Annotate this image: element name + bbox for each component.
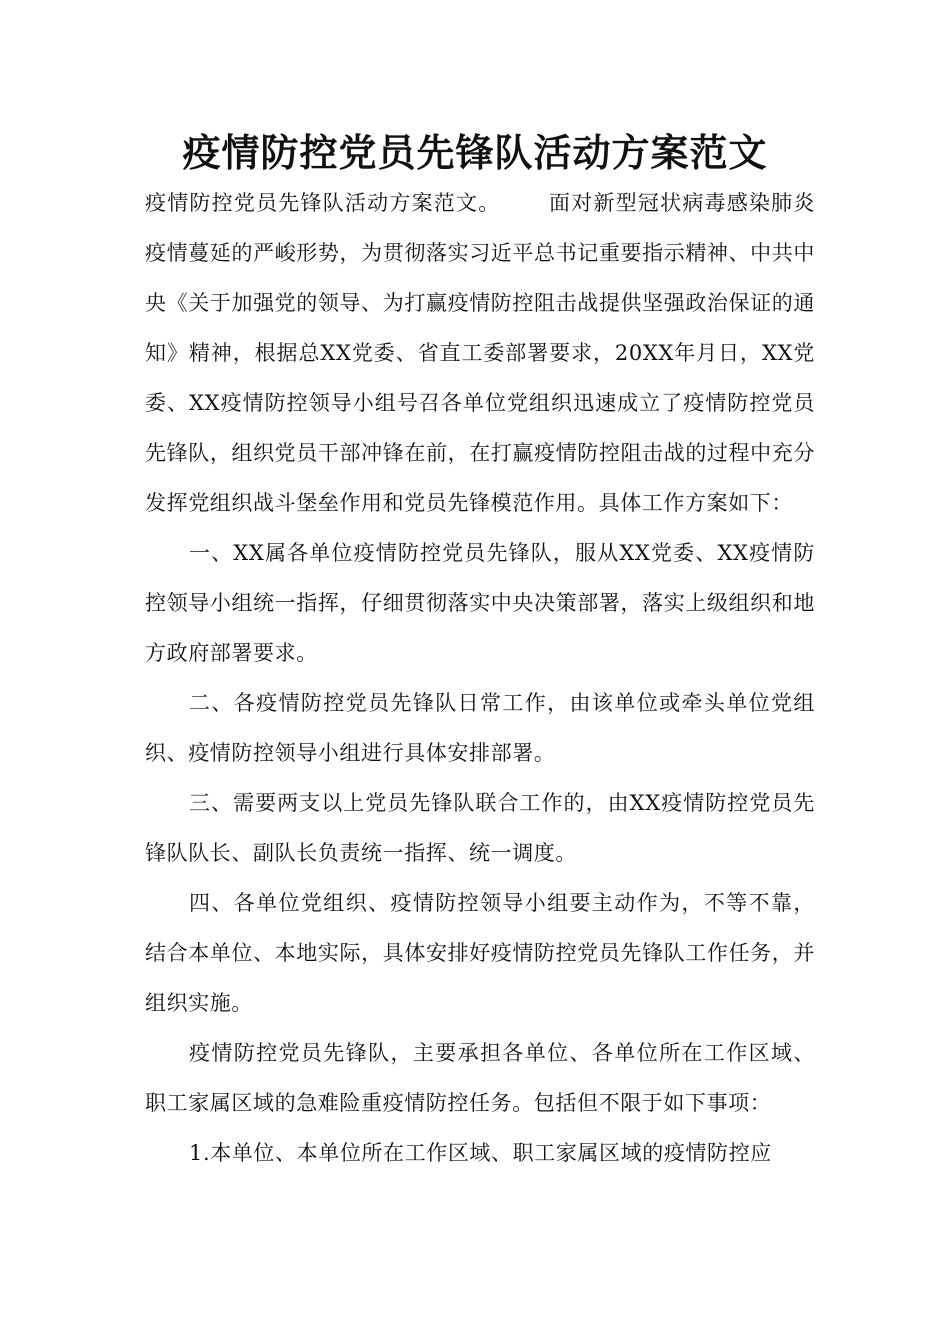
intro-rest: 面对新型冠状病毒感染肺炎疫情蔓延的严峻形势，为贯彻落实习近平总书记重要指示精神、中共中央《关于加强党的领导、为打赢疫情防控阻击战提供坚强政治保证的通知》精神，根据总XX党委、省直工委部署要求，20XX年月日，XX党委、XX疫情防控领导小组号召各单位党组织迅速成立了疫情防控党员先锋队，组织党员干部冲锋在前，在打赢疫情防控阻击战的过程中充分发挥党组织战斗堡垒作用和党员先锋模范作用。具体工作方案如下： bbox=[145, 191, 815, 515]
intro-lead: 疫情防控党员先锋队活动方案范文。 bbox=[145, 191, 501, 215]
paragraph-5: 疫情防控党员先锋队，主要承担各单位、各单位所在工作区域、职工家属区域的急难险重疫情防控任务。包括但不限于如下事项： bbox=[145, 1041, 815, 1115]
paragraph-3: 三、需要两支以上党员先锋队联合工作的，由XX疫情防控党员先锋队队长、副队长负责统一指挥、统一调度。 bbox=[145, 791, 815, 865]
paragraph-4: 四、各单位党组织、疫情防控领导小组要主动作为，不等不靠，结合本单位、本地实际，具体安排好疫情防控党员先锋队工作任务，并组织实施。 bbox=[145, 891, 815, 1015]
paragraph-6: 1.本单位、本单位所在工作区域、职工家属区域的疫情防控应 bbox=[189, 1141, 772, 1165]
paragraph-1: 一、XX属各单位疫情防控党员先锋队，服从XX党委、XX疫情防控领导小组统一指挥，仔细贯彻落实中央决策部署，落实上级组织和地方政府部署要求。 bbox=[145, 541, 815, 665]
document-title: 疫情防控党员先锋队活动方案范文 bbox=[182, 131, 768, 175]
intro-paragraph bbox=[145, 178, 815, 528]
paragraph-2: 二、各疫情防控党员先锋队日常工作，由该单位或牵头单位党组织、疫情防控领导小组进行具体安排部署。 bbox=[145, 691, 815, 765]
document-body bbox=[145, 178, 815, 1178]
